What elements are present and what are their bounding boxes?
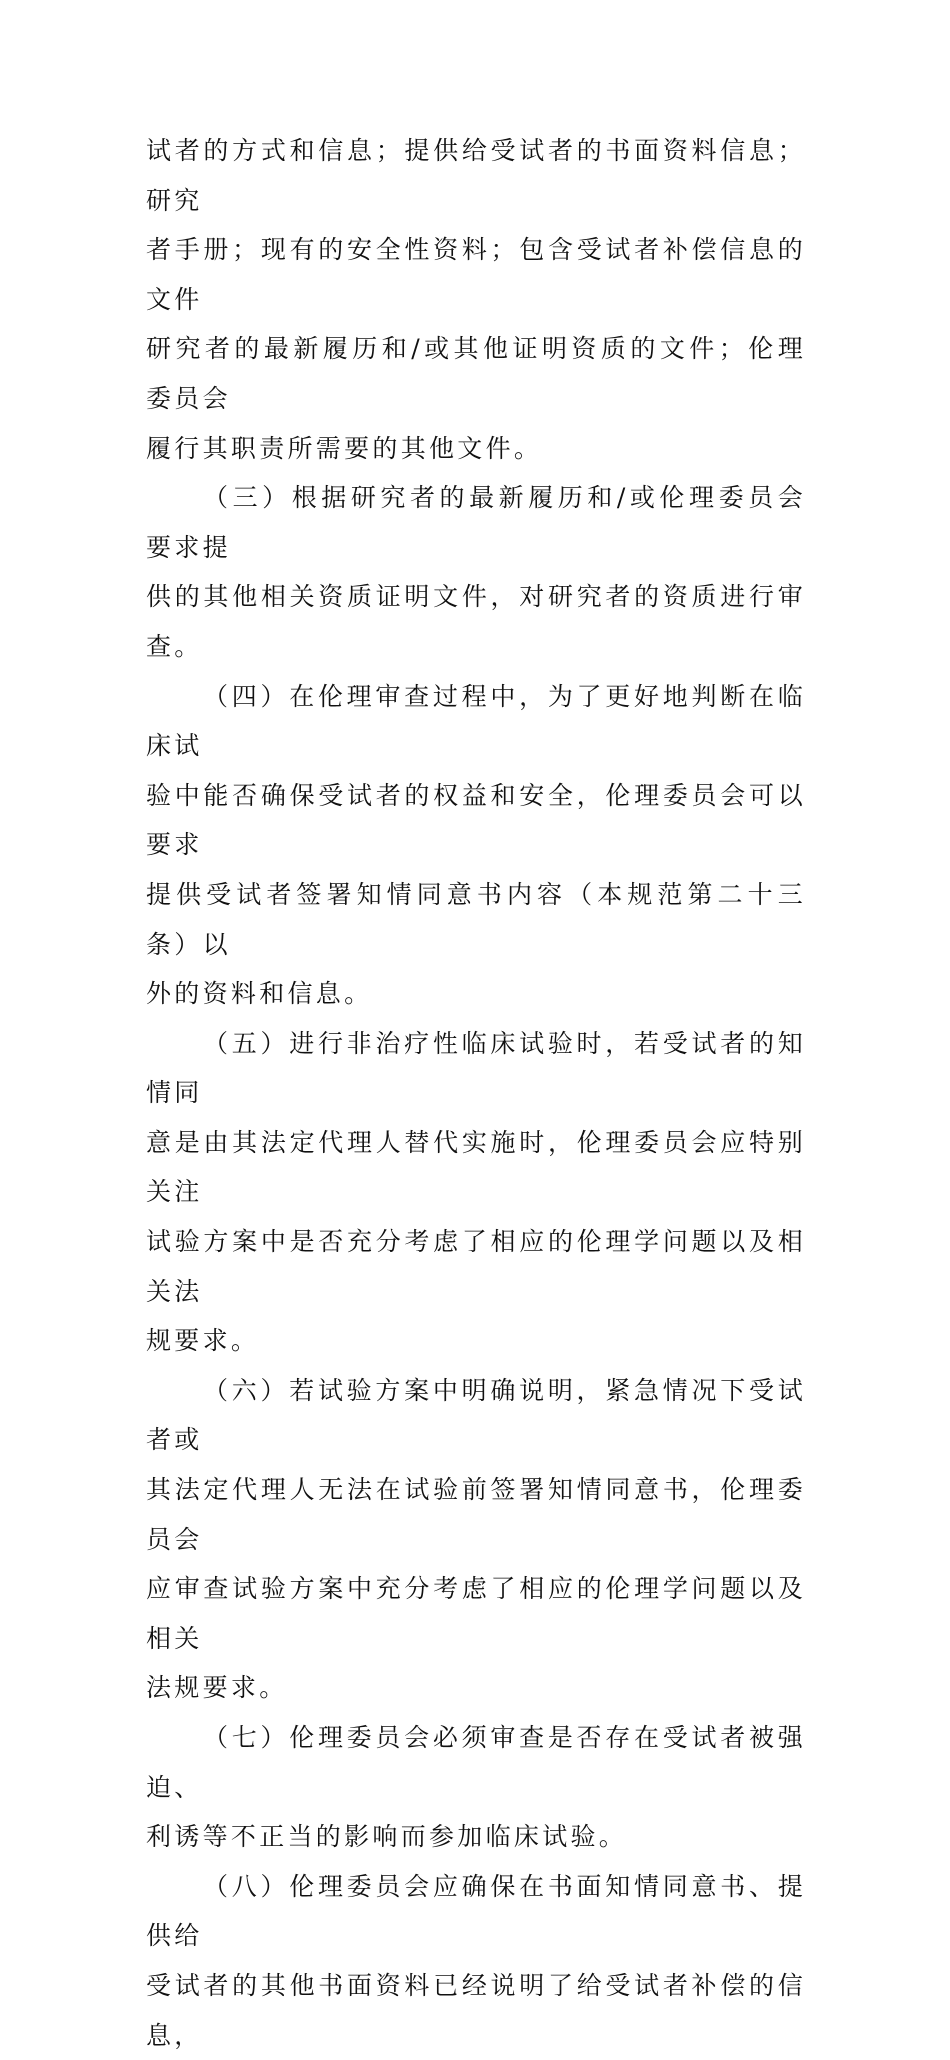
paragraph-item-6 [146, 1366, 806, 1713]
text-line: 者手册；现有的安全性资料；包含受试者补偿信息的文件 [146, 235, 806, 314]
text-line: 应审查试验方案中充分考虑了相应的伦理学问题以及相关 [146, 1574, 806, 1653]
paragraph-item-3 [146, 473, 806, 671]
text-line: 试者的方式和信息；提供给受试者的书面资料信息；研究 [146, 136, 806, 215]
text-line: 利诱等不正当的影响而参加临床试验。 [146, 1822, 628, 1852]
text-line: （八）伦理委员会应确保在书面知情同意书、提供给 [146, 1871, 806, 1951]
text-line: 供的其他相关资质证明文件，对研究者的资质进行审查。 [146, 582, 806, 661]
text-line: （三）根据研究者的最新履历和/或伦理委员会要求提 [146, 483, 806, 562]
text-line: （五）进行非治疗性临床试验时，若受试者的知情同 [146, 1028, 806, 1108]
paragraph-item-4 [146, 672, 806, 1019]
text-line: 外的资料和信息。 [146, 979, 373, 1009]
text-line: 提供受试者签署知情同意书内容（本规范第二十三条）以 [146, 879, 806, 959]
text-line: 受试者的其他书面资料已经说明了给受试者补偿的信息， [146, 1970, 806, 2050]
text-line: 意是由其法定代理人替代实施时，伦理委员会应特别关注 [146, 1127, 806, 1207]
text-line: 研究者的最新履历和/或其他证明资质的文件；伦理委员会 [146, 334, 806, 413]
text-line: 履行其职责所需要的其他文件。 [146, 433, 543, 463]
paragraph-item-7 [146, 1713, 806, 1862]
text-line: 其法定代理人无法在试验前签署知情同意书，伦理委员会 [146, 1475, 806, 1554]
text-line: 验中能否确保受试者的权益和安全，伦理委员会可以要求 [146, 780, 806, 860]
text-line: 规要求。 [146, 1326, 260, 1356]
paragraph-item-8 [146, 1862, 806, 2060]
text-line: 法规要求。 [146, 1673, 288, 1703]
paragraph-continuation [146, 126, 806, 473]
text-line: （四）在伦理审查过程中，为了更好地判断在临床试 [146, 681, 806, 761]
paragraph-item-5 [146, 1019, 806, 1366]
text-line: 试验方案中是否充分考虑了相应的伦理学问题以及相关法 [146, 1227, 806, 1306]
text-line: （七）伦理委员会必须审查是否存在受试者被强迫、 [146, 1723, 806, 1802]
document-page [146, 126, 806, 2060]
text-line: （六）若试验方案中明确说明，紧急情况下受试者或 [146, 1375, 806, 1455]
